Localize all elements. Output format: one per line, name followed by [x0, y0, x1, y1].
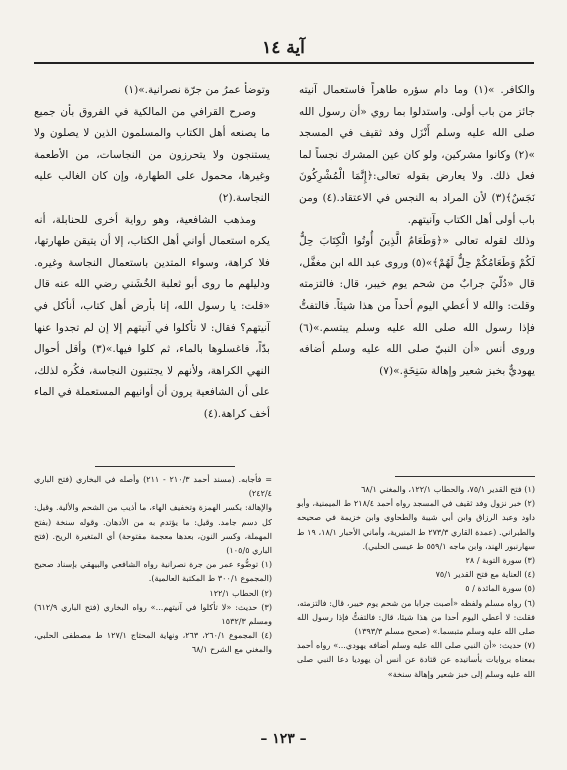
body-paragraph: والكافر. »(١) وما دام سؤره طاهراً فاستعمال آنيته جائز من باب أولى. واستدلوا بما روي «أن رسول الله صلى الله عليه وسلم أَنْزَل وفد ثقيف في المسجد »(٢) وكانوا مشركين، ولو كان عين المشرك نجساً لما فعل ذلك. ولا يعارض بقوله تعالى:﴿إِنَّمَا الْمُشْرِكُونَ نَجَسٌ﴾(٣) لأن المراد به النجس في الاعتقاد.(٤) ومن باب أولى أهل الكتاب وآنيتهم. — [299, 84, 535, 226]
body-paragraph: ومذهب الشافعية، وهو رواية أخرى للحنابلة، أنه يكره استعمال أواني أهل الكتاب، إلا أن يتيقن طهارتها، فلا كراهة، وسواء المتدين باستعمال النجاسة وغيره. ودليلهم ما روى أبو ثعلبة الخُشَني رضي الله عنه قال «قلت: يا رسول الله، إنا بأرض أهل كتاب، أنأكل في آنيتهم؟ فقال: لا تأكلوا في آنيتهم إلا إن لم تجدوا عنها بدّاً، فاغسلوها بالماء، ثم كلوا فيها.»(٣) وأقل أحوال النهي الكراهة، ولأنهم لا يجتنبون النجاسة، فكُره لذلك، على أن الشافعية يرون أن أوانيهم المستعملة في الماء أخف كراهة.(٤) — [34, 213, 271, 420]
footnote: (٦) رواه مسلم ولفظه «أصبت جرابا من شحم يوم خيبر، قال: فالتزمته، فقلت: لا أعطي اليوم أحدا من هذا شيئا، قال: فالتفتُّ فإذا رسول الله صلى الله عليه وسلم متبسما.» (صحيح مسلم ١٣٩٣/٣) — [297, 597, 535, 637]
right-text-column — [299, 80, 535, 382]
footnote: (١) توضُّوء عمر من جرة نصرانية رواه الشافعي والبيهقي بإسناد صحيح (المجموع ٣٠٠/١ ط المكتبة العالمية). — [34, 559, 272, 584]
footnote-divider — [395, 476, 535, 477]
footnote: = فأجابه. (مسند أحمد ٢١٠/٣ - ٢١١) وأصله في البخاري (فتح الباري ٢٤٢/٤) — [34, 474, 272, 499]
footnote: (٢) خبر نزول وفد ثقيف في المسجد رواه أحمد ٢١٨/٤ ط الميمنية، وأبو داود وعبد الرزاق وابن أبي شيبة والطحاوي وابن خزيمة في صحيحه والطبراني. (عمدة القاري ٢٧٣/٣ ط المنيرية، وأماني الأحبار ١٨/١، ١٩ ط سهارنبور الهند، وابن ماجه ٥٥٩/١ ط عيسى الحلبي). — [297, 498, 535, 551]
footnote: (٤) المجموع ٢٦٠/١، ٢٦٣، ونهاية المحتاج ١٢٧/١ ط مصطفى الحلبي، والمغني مع الشرح ٦٨/١ — [34, 630, 272, 655]
body-paragraph: وصرح القرافي من المالكية في الفروق بأن جميع ما يصنعه أهل الكتاب والمسلمون الذين لا يصلون ولا يستنجون ولا يتحرزون من النجاسات، من الأطعمة وغيرها، محمول على الطهارة، وإن كان الغالب عليه النجاسة.(٢) — [34, 105, 270, 204]
footnote: والإهالة: بكسر الهمزة وتخفيف الهاء، ما أذيب من الشحم والألية. وقيل: كل دسم جامد. وقيل: ما يؤتدم به من الأدهان. وقوله سنخة (بفتح المهملة، وكسر النون، بعدها معجمة مفتوحة) أي المتغيرة الريح. (فتح الباري ١٠٥/٥) — [34, 502, 272, 556]
footnote: (٣) حديث: «لا تأكلوا في آنيتهم...» رواه البخاري (فتح الباري ٦١٢/٩) ومسلم ١٥٣٢/٣ — [34, 601, 272, 627]
header-divider — [34, 62, 534, 64]
footnote: (٢) الحطاب ١٢٢/١ — [209, 587, 272, 598]
page-header-title: آية ١٤ — [262, 38, 305, 58]
left-footnotes — [34, 472, 272, 657]
left-text-column — [34, 80, 270, 426]
footnote: (٥) سورة المائدة / ٥ — [465, 583, 535, 594]
body-paragraph: وذلك لقوله تعالى «﴿وَطَعَامُ الَّذِينَ أُوتُوا الْكِتَابَ حِلٌّ لَكُمْ وَطَعَامُكُمْ حِلٌّ لَهُمْ﴾»(٥) وروى عبد الله ابن مغفَّل، قال «دُلّيَ جرابٌ من شحم يوم خيبر، قال: فالتزمته وقلت: والله لا أعطي اليوم أحداً من هذا شيئاً. فالتفتُّ فإذا رسول الله صلى الله عليه وسلم يبتسم.»(٦) وروى أنس «أن النبيّ صلى الله عليه وسلم أضافه يهوديٌّ بخبز شعير وإهالة سَنِخَةٍ.»(٧) — [299, 235, 535, 377]
footnote: (٣) سورة التوبة / ٢٨ — [465, 555, 535, 566]
page-number: – ١٢٣ – — [260, 731, 307, 747]
footnote: (١) فتح القدير ٧٥/١، والحطاب ١٢٢/١، والمغني ٦٨/١ — [361, 484, 535, 494]
body-paragraph: وتوضأ عمرُ من جرّة نصرانية.»(١) — [124, 84, 270, 96]
footnote: (٧) حديث: «أن النبي صلى الله عليه وسلم أضافه يهودي...» رواه أحمد بمعناه بروايات بأسانيده عن قتادة عن أنس أن يهوديا دعا النبي صلى الله عليه وسلم إلى خبز شعير وإهالة سنخة» — [297, 640, 535, 679]
footnote: (٤) العناية مع فتح القدير ٧٥/١ — [435, 569, 535, 580]
right-footnotes — [297, 482, 535, 681]
footnote-divider — [95, 466, 235, 467]
